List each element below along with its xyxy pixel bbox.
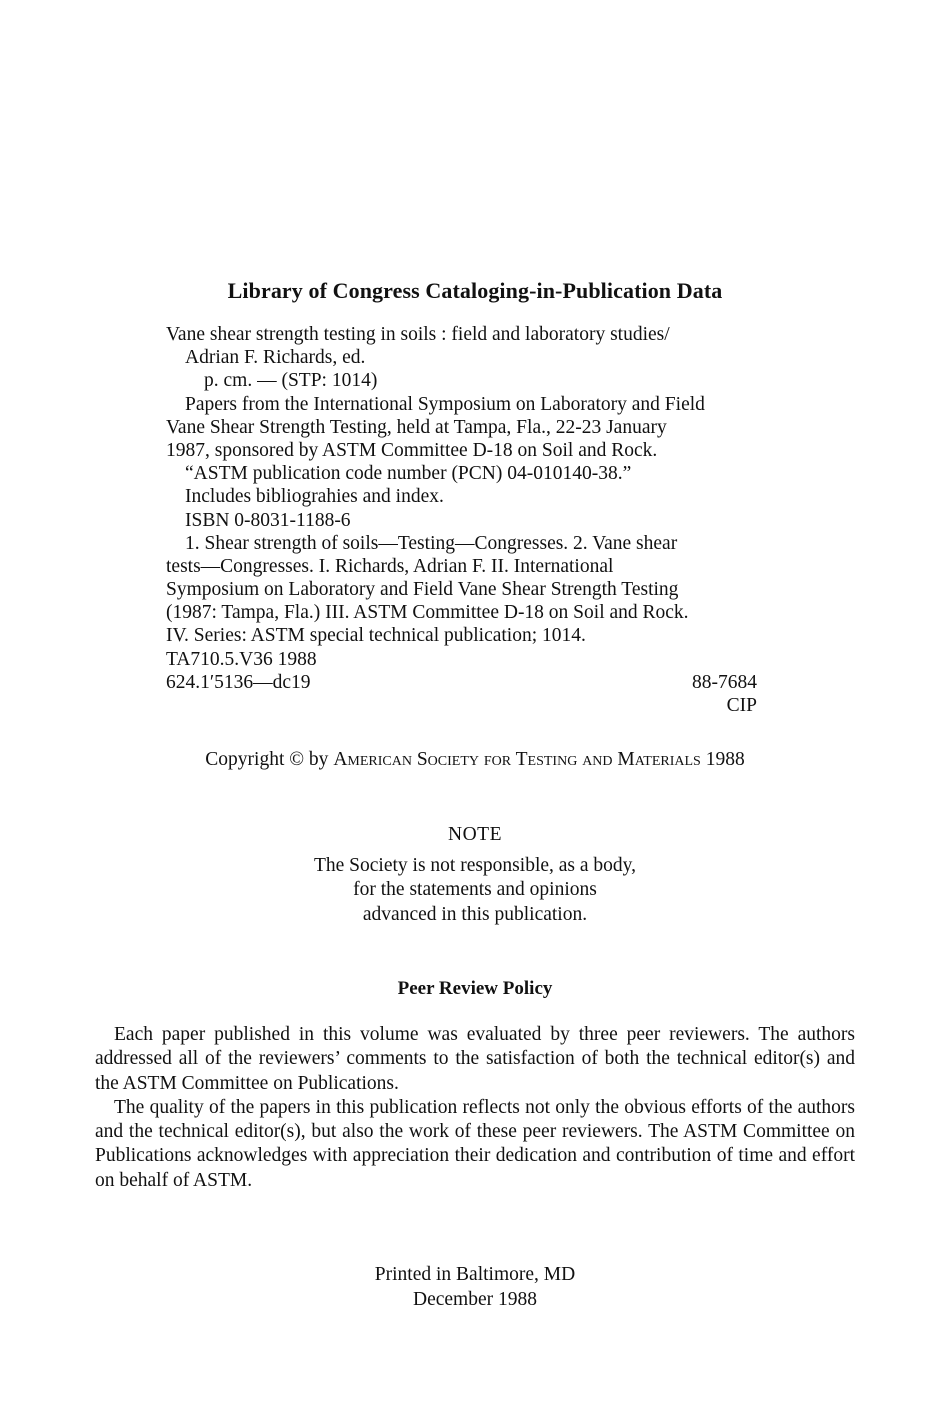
note-line: The Society is not responsible, as a body, xyxy=(313,854,637,876)
cip-heading: Library of Congress Cataloging-in-Publication Data xyxy=(227,278,723,303)
cip-editor-line: Adrian F. Richards, ed. xyxy=(185,347,366,369)
note-line: for the statements and opinions xyxy=(353,879,597,900)
cip-subject-line: (1987: Tampa, Fla.) III. ASTM Committee D-18 on Soil and Rock. xyxy=(166,602,689,624)
cip-record xyxy=(166,323,766,717)
printed-info xyxy=(0,1262,950,1312)
peer-review-paragraph: The quality of the papers in this publication reflects not only the obvious efforts of the authors and the technical editor(s), but also the work of these peer reviewers. The ASTM Committee on Publications acknowledges with appreciation their dedication and contribution of time and effort on behalf of ASTM. xyxy=(95,1096,855,1191)
cip-pcn-line: “ASTM publication code number (PCN) 04-010140-38.” xyxy=(185,463,632,485)
cip-lccn: 88-7684 xyxy=(692,671,757,693)
cip-dewey-number: 624.1′5136—dc19 xyxy=(166,671,311,693)
cip-title-line: Vane shear strength testing in soils : field and laboratory studies/ xyxy=(166,324,670,345)
cip-bibliography-line: Includes bibliograhies and index. xyxy=(185,486,444,508)
peer-review-heading: Peer Review Policy xyxy=(397,978,553,999)
cip-collation-line: p. cm. — (STP: 1014) xyxy=(204,370,378,392)
note-section xyxy=(0,823,950,927)
copyright-prefix: Copyright © by xyxy=(205,749,334,770)
cip-subject-line: 1. Shear strength of soils—Testing—Congresses. 2. Vane shear xyxy=(185,532,678,554)
note-line: advanced in this publication. xyxy=(362,903,588,925)
cip-label: CIP xyxy=(726,695,757,716)
copyright-year: 1988 xyxy=(700,749,745,770)
peer-review-paragraph: Each paper published in this volume was evaluated by three peer reviewers. The authors addressed all of the reviewers’ comments to the satisfaction of both the technical editor(s) and the ASTM Committee on Publications. xyxy=(95,1024,855,1094)
cip-classification-row xyxy=(166,671,757,694)
copyright-line xyxy=(0,748,950,772)
printed-date: December 1988 xyxy=(413,1289,537,1310)
copyright-society: American Society for Testing and Materials xyxy=(333,749,701,770)
cip-note-line: Vane Shear Strength Testing, held at Tampa, Fla., 22-23 January xyxy=(166,416,667,438)
cip-call-number: TA710.5.V36 1988 xyxy=(166,648,317,670)
cip-note-line: Papers from the International Symposium on Laboratory and Field xyxy=(185,393,705,415)
peer-review-body xyxy=(95,1023,855,1193)
cip-isbn-line: ISBN 0-8031-1188-6 xyxy=(185,509,351,531)
cip-note-line: 1987, sponsored by ASTM Committee D-18 on Soil and Rock. xyxy=(166,439,658,461)
cip-subject-line: tests—Congresses. I. Richards, Adrian F. II. International xyxy=(166,555,614,577)
cip-series-line: IV. Series: ASTM special technical publication; 1014. xyxy=(166,625,586,647)
cip-subject-line: Symposium on Laboratory and Field Vane Shear Strength Testing xyxy=(166,579,679,601)
printed-place: Printed in Baltimore, MD xyxy=(374,1264,576,1285)
note-heading: NOTE xyxy=(448,824,502,845)
